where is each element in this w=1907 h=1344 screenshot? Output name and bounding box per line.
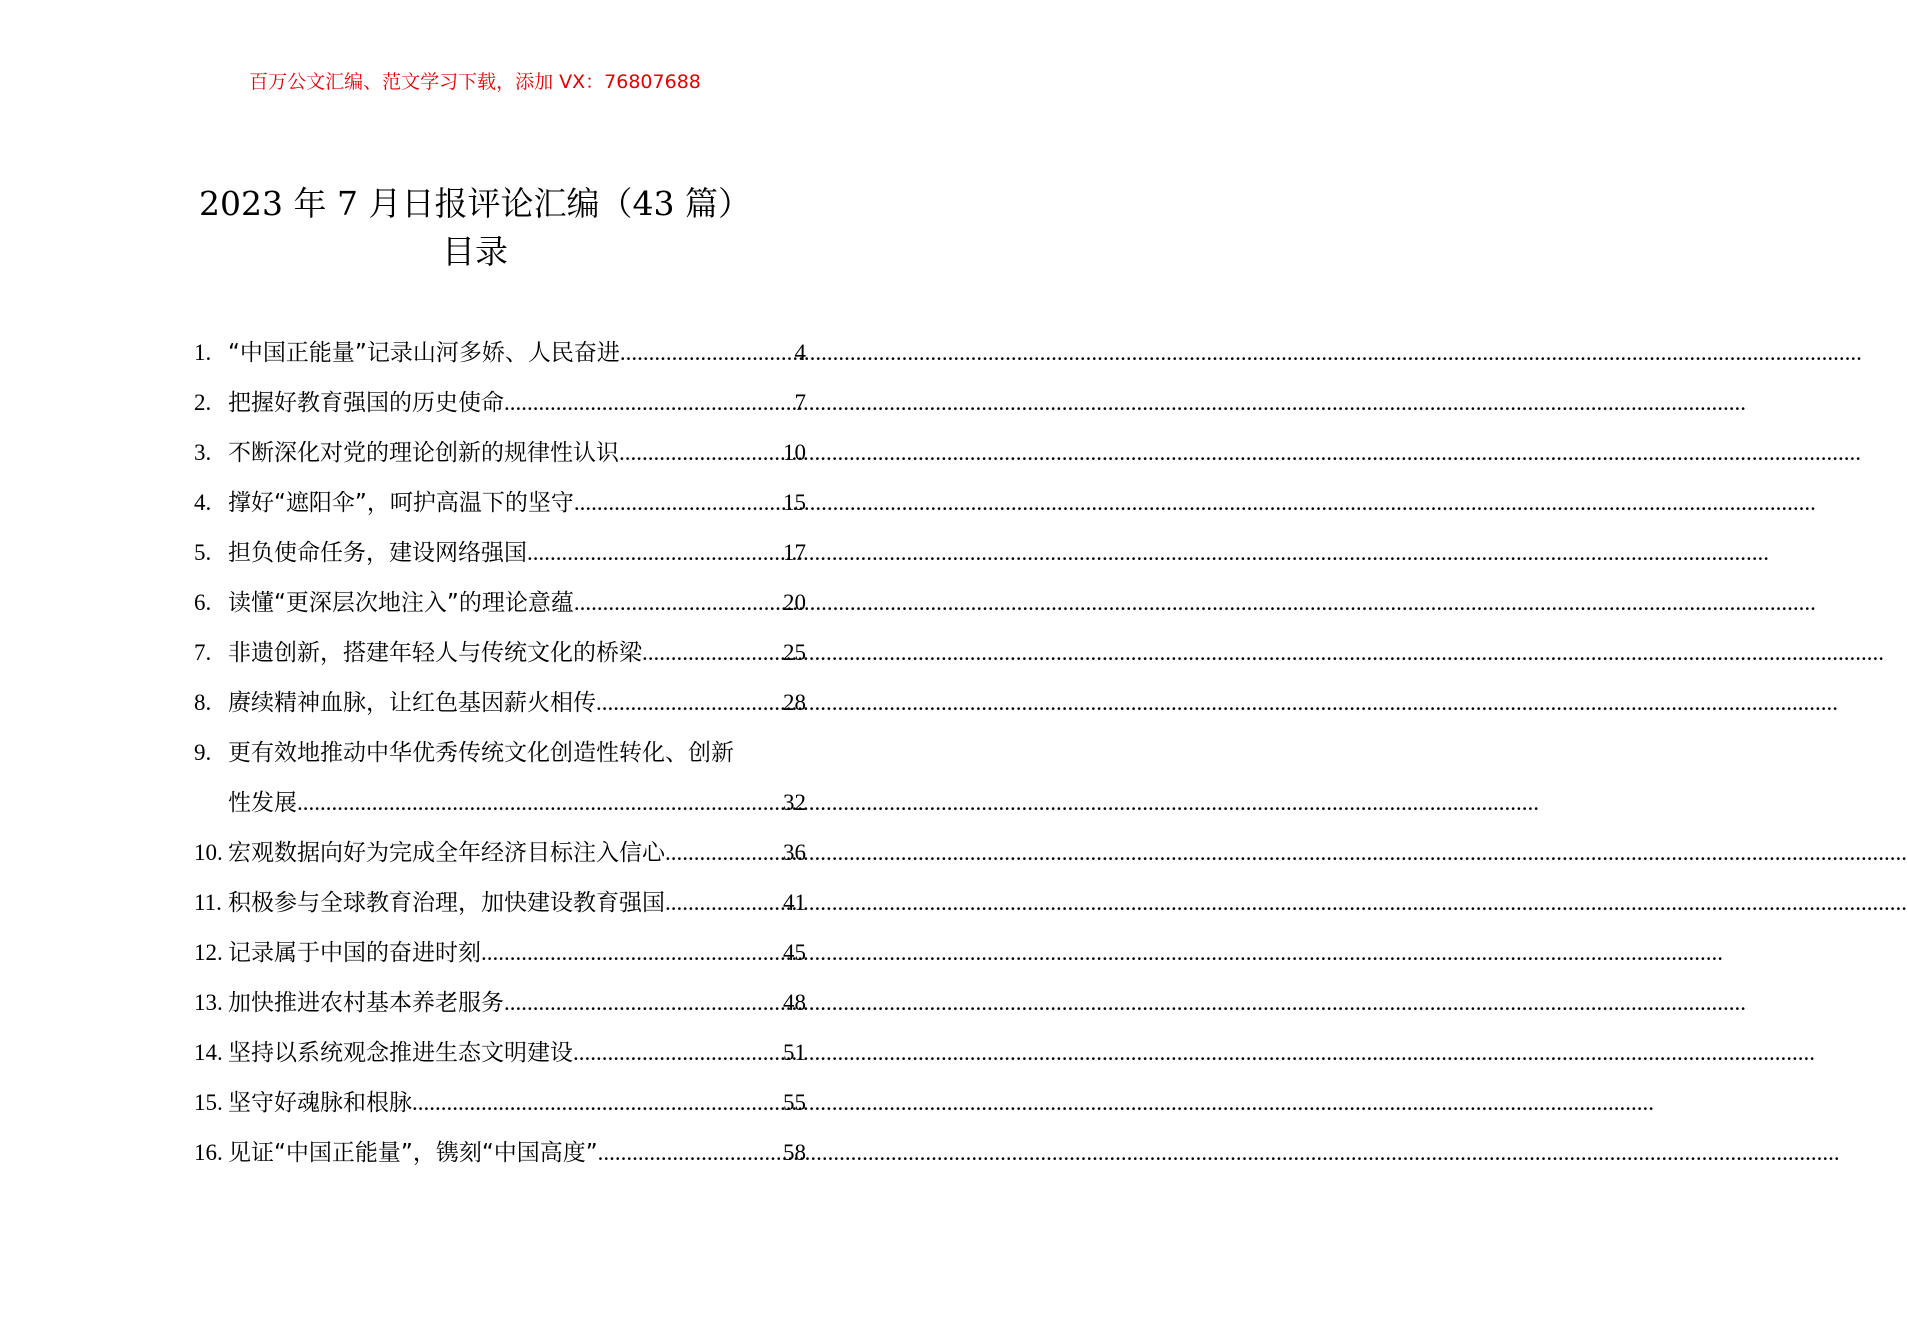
- toc-title: 不断深化对党的理论创新的规律性认识: [228, 440, 619, 466]
- toc-page-number: 15: [783, 490, 806, 515]
- toc-page-number: 36: [783, 840, 806, 865]
- toc-page-number: 17: [783, 540, 806, 565]
- toc-leader: [527, 528, 783, 578]
- toc-leader: [481, 928, 783, 978]
- toc-page-number: 32: [783, 790, 806, 815]
- toc-leader: [574, 478, 783, 528]
- toc-number: 5.: [194, 540, 212, 565]
- toc-leader: [596, 678, 783, 728]
- toc-page-number: 51: [783, 1040, 806, 1065]
- toc-leader: [573, 1028, 783, 1078]
- table-of-contents: [194, 328, 806, 1178]
- toc-number: 3.: [194, 440, 212, 465]
- toc-leader: [620, 328, 795, 378]
- toc-entry-14[interactable]: [194, 1028, 806, 1078]
- toc-page-number: 10: [783, 440, 806, 465]
- header-note: 百万公文汇编、范文学习下载，添加 VX：76807688: [249, 71, 701, 93]
- toc-entry-6[interactable]: [194, 578, 806, 628]
- toc-title: 把握好教育强国的历史使命: [228, 390, 504, 416]
- toc-page-number: 20: [783, 590, 806, 615]
- toc-page-number: 55: [783, 1090, 806, 1115]
- toc-title: 坚持以系统观念推进生态文明建设: [228, 1040, 573, 1066]
- toc-entry-12[interactable]: [194, 928, 806, 978]
- toc-page-number: 7: [794, 390, 806, 415]
- toc-page-number: 58: [783, 1140, 806, 1165]
- toc-entry-2[interactable]: [194, 378, 806, 428]
- toc-title-continued: 性发展: [228, 790, 297, 816]
- toc-entry-13[interactable]: [194, 978, 806, 1028]
- toc-number: 1.: [194, 340, 212, 365]
- toc-number: 7.: [194, 640, 212, 665]
- toc-entry-3[interactable]: [194, 428, 806, 478]
- toc-entry-1[interactable]: [194, 328, 806, 378]
- toc-entry-5[interactable]: [194, 528, 806, 578]
- toc-title: 记录属于中国的奋进时刻: [228, 940, 481, 966]
- toc-page-number: 25: [783, 640, 806, 665]
- toc-number: 11.: [194, 890, 222, 915]
- toc-title: 见证“中国正能量”，镌刻“中国高度”: [228, 1140, 598, 1166]
- toc-number: 13.: [194, 990, 223, 1015]
- toc-title: 更有效地推动中华优秀传统文化创造性转化、创新: [228, 740, 734, 766]
- toc-number: 14.: [194, 1040, 223, 1065]
- toc-number: 4.: [194, 490, 212, 515]
- toc-entry-8[interactable]: [194, 678, 806, 728]
- toc-leader: [665, 878, 783, 928]
- toc-entry-9[interactable]: [194, 728, 806, 778]
- toc-page-number: 41: [783, 890, 806, 915]
- toc-page-number: 48: [783, 990, 806, 1015]
- toc-entry-4[interactable]: [194, 478, 806, 528]
- toc-entry-11[interactable]: [194, 878, 806, 928]
- toc-leader: [619, 428, 783, 478]
- toc-title: 读懂“更深层次地注入”的理论意蕴: [228, 590, 574, 616]
- toc-title: “中国正能量”记录山河多娇、人民奋进: [228, 340, 620, 366]
- toc-title: 赓续精神血脉，让红色基因薪火相传: [228, 690, 596, 716]
- toc-leader: [642, 628, 783, 678]
- toc-leader: [504, 378, 795, 428]
- toc-page-number: 4: [794, 340, 806, 365]
- toc-leader: [598, 1128, 783, 1178]
- toc-number: 16.: [194, 1140, 223, 1165]
- toc-title: 非遗创新，搭建年轻人与传统文化的桥梁: [228, 640, 642, 666]
- toc-leader: [412, 1078, 783, 1128]
- toc-heading: 目录: [442, 232, 508, 271]
- toc-title: 坚守好魂脉和根脉: [228, 1090, 412, 1116]
- toc-title: 撑好“遮阳伞”，呵护高温下的坚守: [228, 490, 574, 516]
- document-title: 2023 年 7 月日报评论汇编（43 篇）: [199, 184, 751, 223]
- toc-number: 10.: [194, 840, 223, 865]
- toc-entry-9-continued[interactable]: [194, 778, 806, 828]
- toc-title: 宏观数据向好为完成全年经济目标注入信心: [228, 840, 665, 866]
- toc-number: 6.: [194, 590, 212, 615]
- toc-entry-16[interactable]: [194, 1128, 806, 1178]
- toc-number: 8.: [194, 690, 212, 715]
- toc-number: 2.: [194, 390, 212, 415]
- toc-page-number: 28: [783, 690, 806, 715]
- toc-entry-15[interactable]: [194, 1078, 806, 1128]
- toc-title: 积极参与全球教育治理，加快建设教育强国: [228, 890, 665, 916]
- toc-leader: [665, 828, 783, 878]
- toc-title: 加快推进农村基本养老服务: [228, 990, 504, 1016]
- toc-number: 12.: [194, 940, 223, 965]
- toc-leader: [574, 578, 783, 628]
- toc-title: 担负使命任务，建设网络强国: [228, 540, 527, 566]
- toc-leader: [297, 778, 783, 828]
- toc-number: 9.: [194, 740, 212, 765]
- toc-entry-7[interactable]: [194, 628, 806, 678]
- toc-page-number: 45: [783, 940, 806, 965]
- toc-leader: [504, 978, 783, 1028]
- toc-number: 15.: [194, 1090, 223, 1115]
- toc-entry-10[interactable]: [194, 828, 806, 878]
